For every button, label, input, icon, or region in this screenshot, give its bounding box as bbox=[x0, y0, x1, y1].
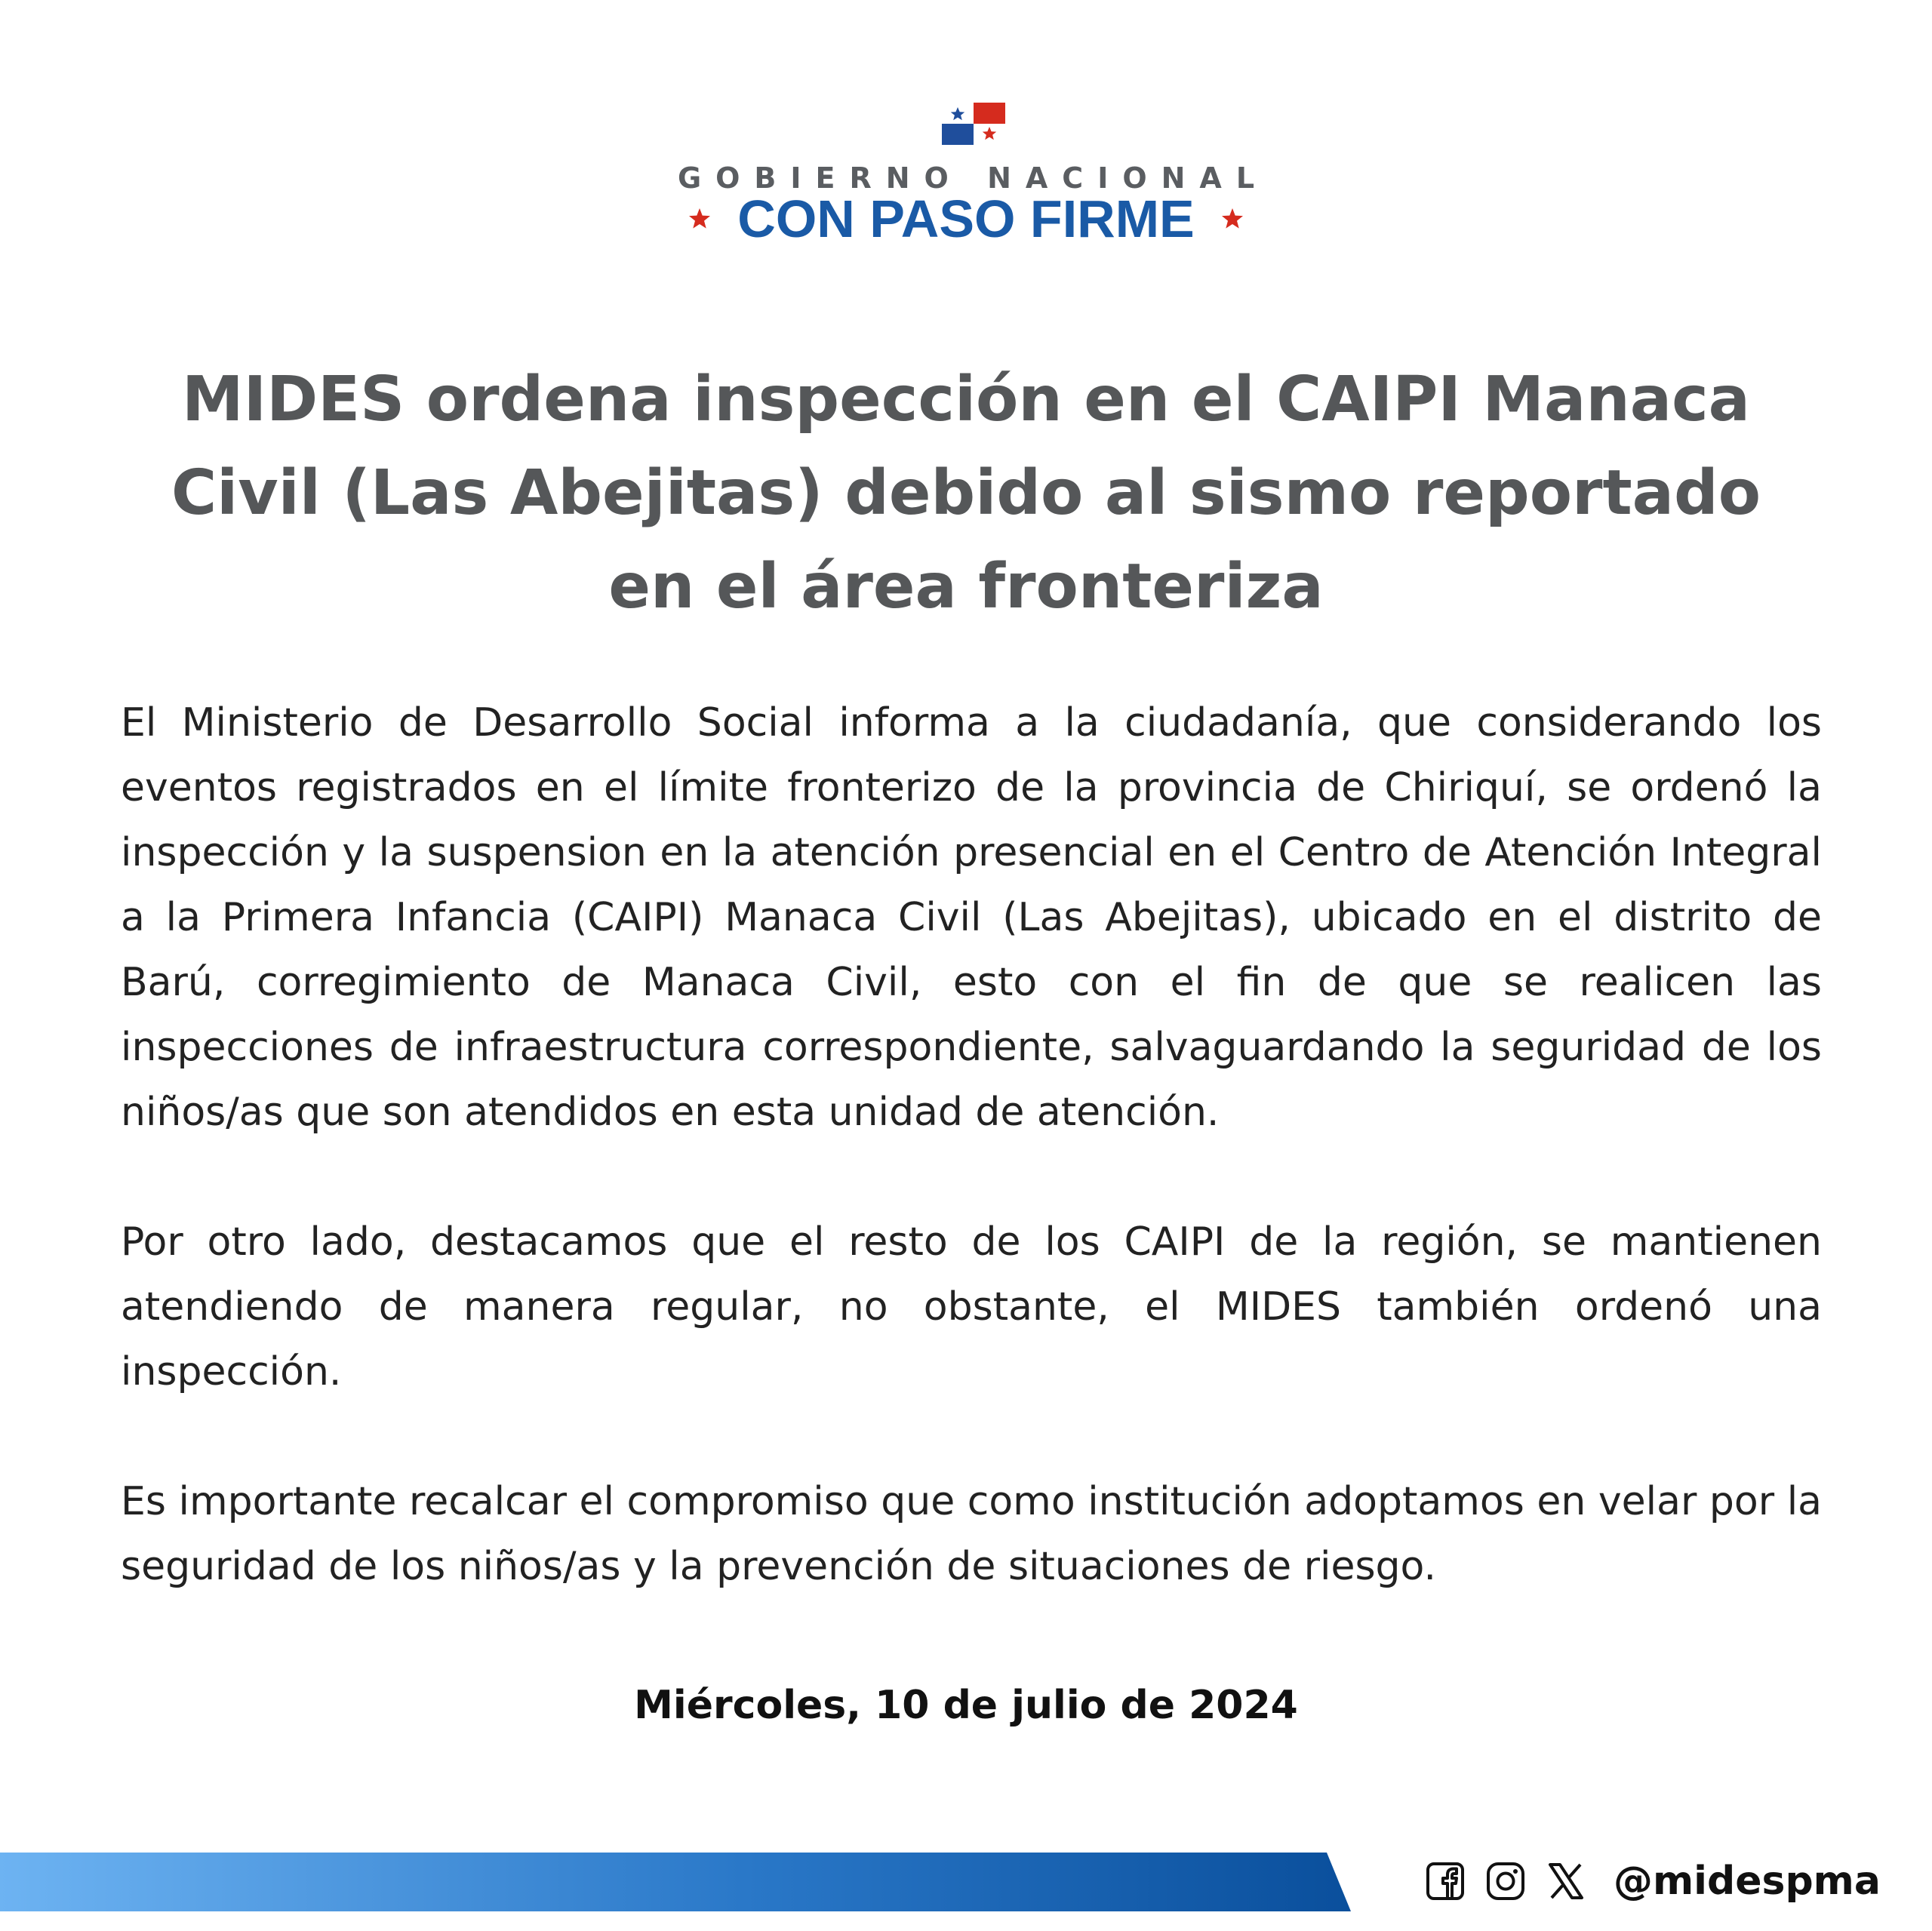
government-logo bbox=[0, 0, 1932, 257]
publication-date: Miércoles, 10 de julio de 2024 bbox=[634, 1683, 1298, 1728]
social-handle[interactable]: @midespma bbox=[1614, 1859, 1881, 1904]
motto-text: CON PASO FIRME bbox=[737, 189, 1195, 248]
star-icon bbox=[688, 207, 712, 231]
footer-gradient-bar bbox=[0, 1853, 1351, 1911]
press-release-body bbox=[121, 690, 1822, 1664]
panama-flag-icon bbox=[942, 103, 1005, 145]
motto-row bbox=[0, 189, 1932, 249]
gobierno-nacional-label: GOBIERNO NACIONAL bbox=[677, 161, 1269, 195]
social-media-links bbox=[1425, 1855, 1881, 1908]
x-icon[interactable] bbox=[1546, 1861, 1586, 1902]
press-release-title: MIDES ordena inspección en el CAIPI Manaca Civil (Las Abejitas) debido al sismo reportado en el área fronteriza bbox=[171, 364, 1761, 623]
star-icon bbox=[1220, 207, 1244, 231]
body-paragraph: Es importante recalcar el compromiso que como institución adoptamos en velar por la seguridad de los niños/as y la prevención de situaciones de riesgo. bbox=[121, 1479, 1822, 1589]
instagram-icon[interactable] bbox=[1485, 1861, 1526, 1902]
body-paragraph: Por otro lado, destacamos que el resto de los CAIPI de la región, se mantienen atendiendo de manera regular, no obstante, el MIDES también ordenó una inspección. bbox=[121, 1219, 1822, 1394]
body-paragraph: El Ministerio de Desarrollo Social informa a la ciudadanía, que considerando los eventos registrados en el límite fronterizo de la provincia de Chiriquí, se ordenó la inspección y la suspension en la atención presencial en el Centro de Atención Integral a la Primera Infancia (CAIPI) Manaca Civil (Las Abejitas), ubicado en el distrito de Barú, corregimiento de Manaca Civil, esto con el fin de que se realicen las inspecciones de infraestructura correspondiente, salvaguardando la seguridad de los niños/as que son atendidos en esta unidad de atención. bbox=[121, 700, 1822, 1135]
facebook-icon[interactable] bbox=[1425, 1861, 1466, 1902]
